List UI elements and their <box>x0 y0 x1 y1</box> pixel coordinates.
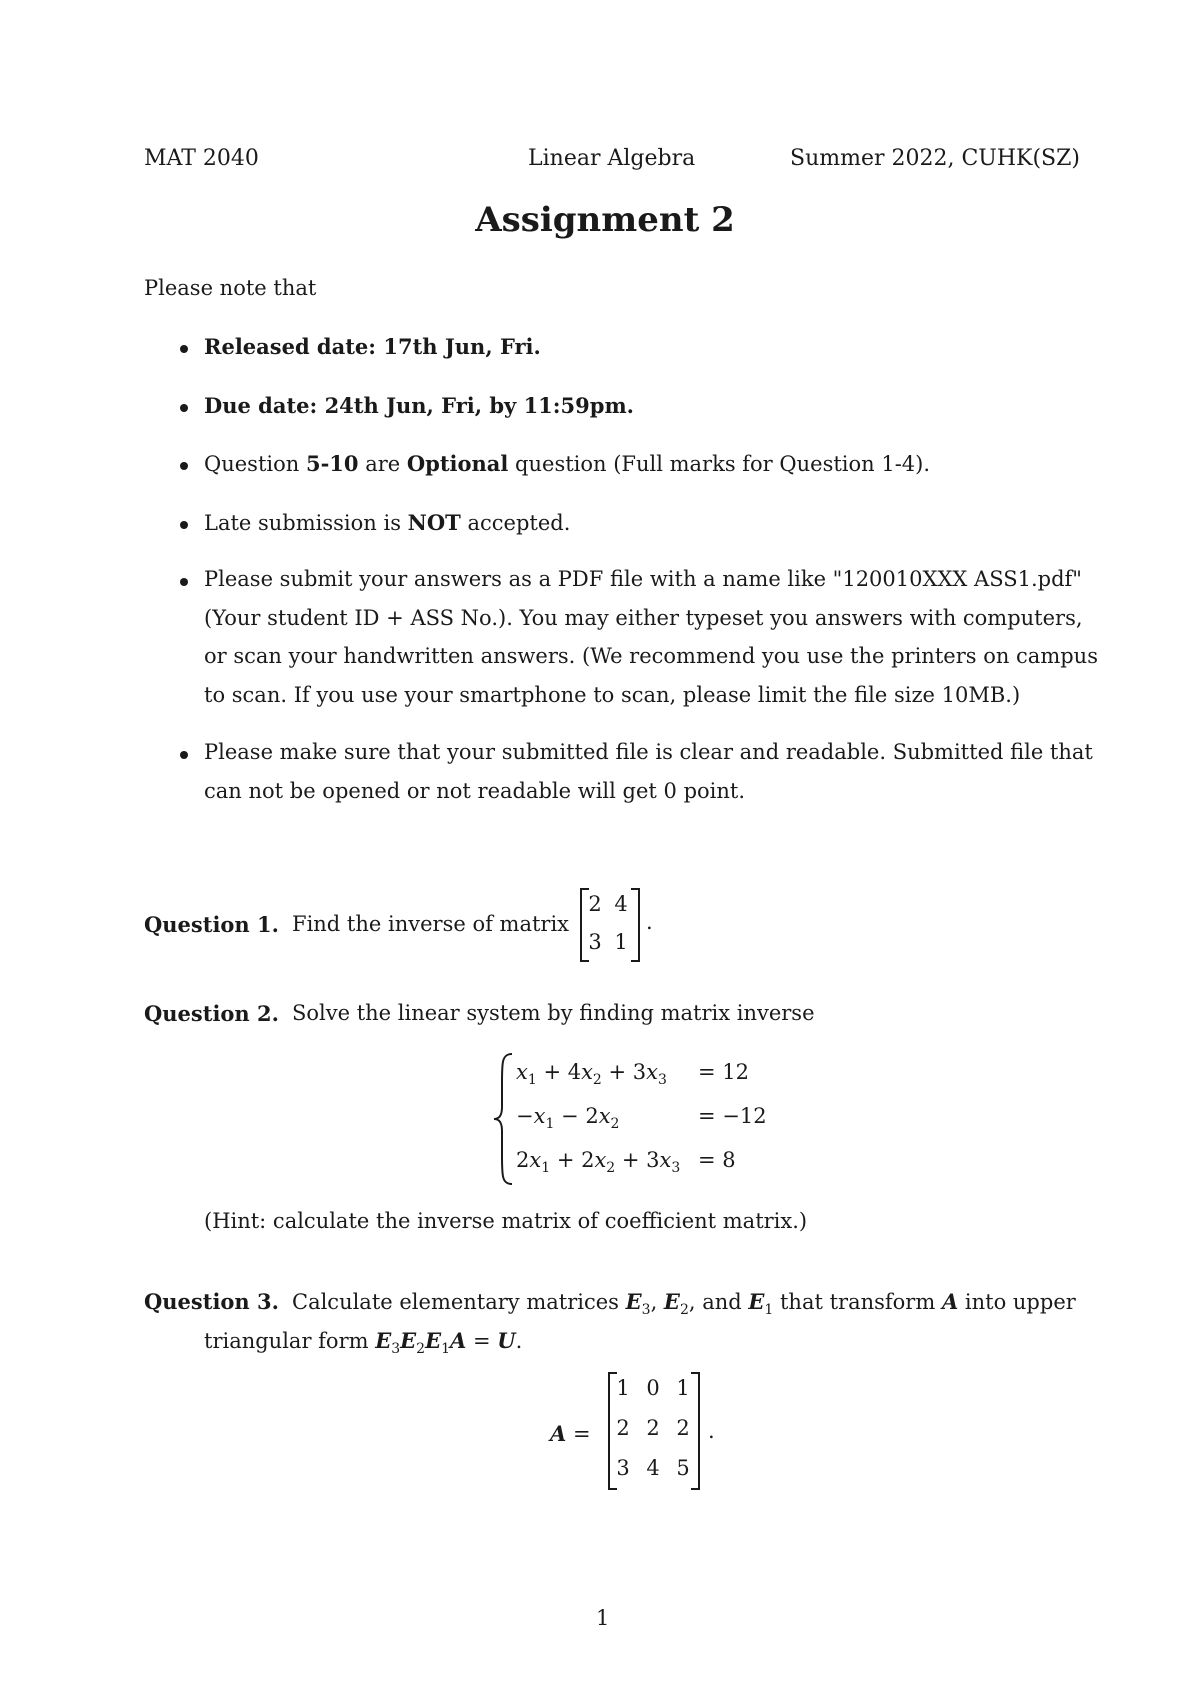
late-note: Late submission is NOT accepted. <box>204 510 571 535</box>
question-1-text: Find the inverse of matrix <box>292 912 570 936</box>
equation-1-rhs: = 12 <box>698 1060 749 1084</box>
course-term: Summer 2022, CUHK(SZ) <box>790 146 1080 171</box>
submit-note-line: to scan. If you use your smartphone to scan, please limit the file size 10MB.) <box>204 683 1021 707</box>
submit-note-line: (Your student ID + ASS No.). You may either typeset you answers with computers, <box>204 606 1083 630</box>
readable-note-line: can not be opened or not readable will get 0 point. <box>204 779 746 803</box>
question-2-hint: (Hint: calculate the inverse matrix of coefficient matrix.) <box>204 1209 808 1233</box>
question-3-line-1: Calculate elementary matrices $E_3$, $E_2$, and $E_1$ that transform A into upper <box>292 1289 1076 1319</box>
bullet-icon <box>180 578 188 586</box>
matrix-a-label: A = <box>550 1421 591 1446</box>
bullet-icon <box>180 404 188 412</box>
question-3-matrix: 1 0 1 2 2 2 3 4 5 <box>608 1372 700 1490</box>
equation-2-rhs: = −12 <box>698 1104 767 1128</box>
question-2-label: Question 2. <box>144 1001 279 1026</box>
question-1-matrix: 2 4 3 1 <box>580 888 640 962</box>
system-brace <box>492 1052 516 1186</box>
equation-1: $x_1 + 4x_2 + 3x_3$ <box>516 1060 667 1089</box>
bullet-icon <box>180 462 188 470</box>
page-title: Assignment 2 <box>475 200 735 240</box>
optional-note: Question 5-10 are Optional question (Full marks for Question 1-4). <box>204 451 931 476</box>
equation-3: $2x_1 + 2x_2 + 3x_3$ <box>516 1148 681 1177</box>
course-subject: Linear Algebra <box>528 146 696 171</box>
submit-note-line: or scan your handwritten answers. (We recommend you use the printers on campus <box>204 644 1098 668</box>
question-3-line-2: triangular form $E_3E_2E_1A = U$. <box>204 1328 523 1358</box>
bullet-icon <box>180 345 188 353</box>
submit-note-line: Please submit your answers as a PDF file with a name like "120010XXX ASS1.pdf" <box>204 567 1082 591</box>
equation-3-rhs: = 8 <box>698 1148 736 1172</box>
due-date: Due date: 24th Jun, Fri, by 11:59pm. <box>204 393 634 418</box>
question-3-end: . <box>708 1419 715 1443</box>
page-number: 1 <box>596 1606 610 1630</box>
question-2-text: Solve the linear system by finding matrix inverse <box>292 1001 815 1025</box>
bullet-icon <box>180 521 188 529</box>
readable-note-line: Please make sure that your submitted file is clear and readable. Submitted file that <box>204 740 1093 764</box>
bullet-icon <box>180 751 188 759</box>
question-1-end: . <box>646 910 653 934</box>
course-code: MAT 2040 <box>144 146 259 171</box>
intro-text: Please note that <box>144 276 317 300</box>
question-3-label: Question 3. <box>144 1289 279 1314</box>
equation-2: $-x_1 - 2x_2$ <box>516 1104 620 1133</box>
released-date: Released date: 17th Jun, Fri. <box>204 334 541 359</box>
question-1-label: Question 1. <box>144 912 279 937</box>
